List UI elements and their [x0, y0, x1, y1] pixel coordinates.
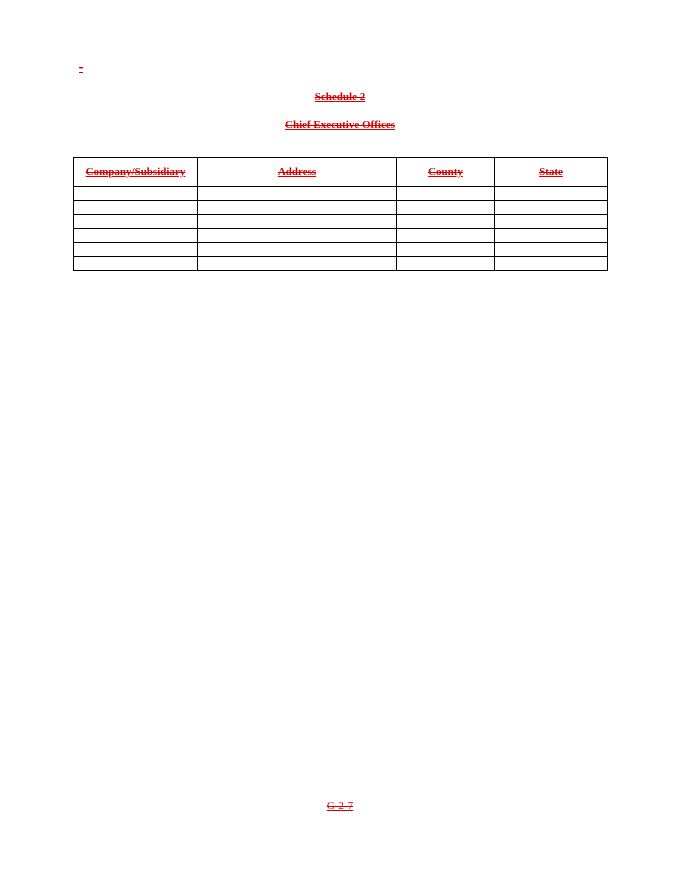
header-company-subsidiary: [74, 158, 198, 187]
table-cell: [397, 243, 495, 257]
table-cell: [198, 257, 397, 271]
header-county: [397, 158, 495, 187]
table-cell: [397, 229, 495, 243]
table-cell: [74, 201, 198, 215]
table-cell: [397, 215, 495, 229]
table-cell: [74, 257, 198, 271]
header-label: Company/Subsidiary: [85, 166, 186, 178]
table-cell: [74, 215, 198, 229]
table-header-row: [74, 158, 608, 187]
table-cell: [198, 229, 397, 243]
table-cell: [397, 201, 495, 215]
header-address: [198, 158, 397, 187]
schedule-title: Schedule 2: [314, 91, 366, 103]
header-label: County: [428, 166, 463, 178]
table-row: [74, 229, 608, 243]
table-cell: [495, 229, 608, 243]
table-cell: [495, 201, 608, 215]
table-cell: [495, 243, 608, 257]
table-cell: [495, 215, 608, 229]
table-cell: [198, 243, 397, 257]
page-number-footer: [0, 800, 680, 812]
table-cell: [495, 187, 608, 201]
table-row: [74, 201, 608, 215]
table-cell: [74, 187, 198, 201]
table-cell: [198, 201, 397, 215]
table-row: [74, 243, 608, 257]
table-cell: [74, 229, 198, 243]
page-number: G-2-7: [326, 800, 354, 812]
header-label: Address: [277, 166, 317, 178]
header-label: State: [539, 166, 563, 178]
table-row: [74, 215, 608, 229]
table-row: [74, 187, 608, 201]
table-row: [74, 257, 608, 271]
table-cell: [397, 257, 495, 271]
table-cell: [198, 215, 397, 229]
schedule-subtitle: Chief Executive Offices: [285, 119, 395, 131]
deleted-marker: -: [79, 60, 83, 74]
chief-executive-offices-table: [73, 157, 608, 271]
header-state: [495, 158, 608, 187]
table-cell: [74, 243, 198, 257]
table-cell: [397, 187, 495, 201]
table-cell: [495, 257, 608, 271]
table-cell: [198, 187, 397, 201]
